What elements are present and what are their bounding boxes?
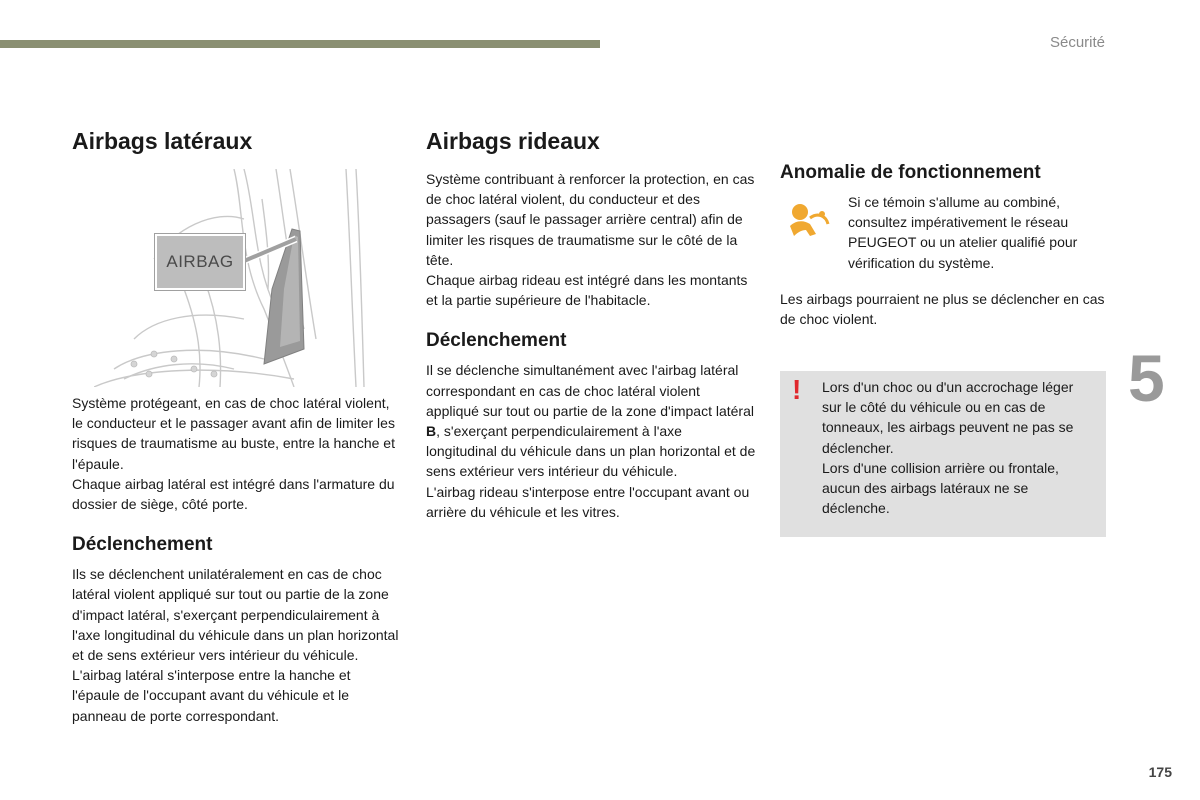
caution-text-collision: Lors d'une collision arrière ou frontale, aucun des airbags latéraux ne se déclenche. <box>822 459 1059 517</box>
side-airbags-deployment-text: Ils se déclenchent unilatéralement en cas de choc latéral violent appliqué sur tout ou partie de la zone d'impact latéral, s'exerçant perpendiculairement à l'axe longitudinal du véhicule dans un plan horizontal et de sens extérieur vers intérieur du véhicule. <box>72 566 399 664</box>
caution-box <box>780 371 1106 537</box>
column-malfunction <box>780 128 1106 329</box>
seat-airbag-illustration <box>94 169 366 387</box>
page-number: 175 <box>1148 764 1172 780</box>
column-curtain-airbags <box>426 128 756 522</box>
side-airbags-intro: Système protégeant, en cas de choc latéral violent, le conducteur et le passager avant afin de limiter les risques de traumatisme au buste, entre la hanche et l'épaule. <box>72 395 395 472</box>
curtain-airbags-intro: Système contribuant à renforcer la protection, en cas de choc latéral violent, du conducteur et des passagers (sauf le passager arrière central) afin de limiter les risques de traumatisme sur le côté de la tête. <box>426 171 755 268</box>
deployment-text-part: Il se déclenche simultanément avec l'airbag latéral correspondant en cas de choc latéral violent appliqué sur tout ou partie de la zone d'impact latéral <box>426 362 754 419</box>
malfunction-note: Les airbags pourraient ne plus se déclencher en cas de choc violent. <box>780 290 1105 328</box>
side-airbags-deployment-title: Déclenchement <box>72 534 213 556</box>
side-airbags-title: Airbags latéraux <box>72 128 253 154</box>
side-airbags-position-text: L'airbag latéral s'interpose entre la hanche et l'épaule de l'occupant avant du véhicule et le panneau de porte correspondant. <box>72 667 351 724</box>
warning-lamp-row <box>780 192 1106 273</box>
curtain-airbags-deployment-text <box>426 360 756 481</box>
airbag-warning-lamp-icon <box>780 192 836 248</box>
curtain-airbags-title: Airbags rideaux <box>426 128 600 154</box>
airbag-callout-label: AIRBAG <box>155 234 245 290</box>
column-side-airbags <box>72 128 402 726</box>
caution-text-light-impact: Lors d'un choc ou d'un accrochage léger sur le côté du véhicule ou en cas de tonneaux, les airbags peuvent ne pas se déclencher. <box>822 379 1074 456</box>
curtain-airbags-deployment-title: Déclenchement <box>426 330 567 352</box>
section-label: Sécurité <box>1049 34 1105 51</box>
curtain-airbags-location: Chaque airbag rideau est intégré dans les montants et la partie supérieure de l'habitacle. <box>426 272 748 309</box>
deployment-text-part: , s'exerçant perpendiculairement à l'axe longitudinal du véhicule dans un plan horizontal et de sens extérieur vers intérieur du véhicule. <box>426 423 756 480</box>
curtain-airbags-position-text: L'airbag rideau s'interpose entre l'occupant avant ou arrière du véhicule et les vitres. <box>426 483 750 520</box>
impact-zone-letter: B <box>426 423 437 440</box>
malfunction-title: Anomalie de fonctionnement <box>780 162 1041 183</box>
warning-lamp-text: Si ce témoin s'allume au combiné, consultez impérativement le réseau PEUGEOT ou un atelier qualifié pour vérification du système. <box>848 194 1078 271</box>
side-airbags-location: Chaque airbag latéral est intégré dans l'armature du dossier de siège, côté porte. <box>72 475 395 513</box>
header-rule <box>0 40 600 48</box>
exclamation-icon: ! <box>792 374 802 405</box>
chapter-number: 5 <box>1128 341 1165 415</box>
